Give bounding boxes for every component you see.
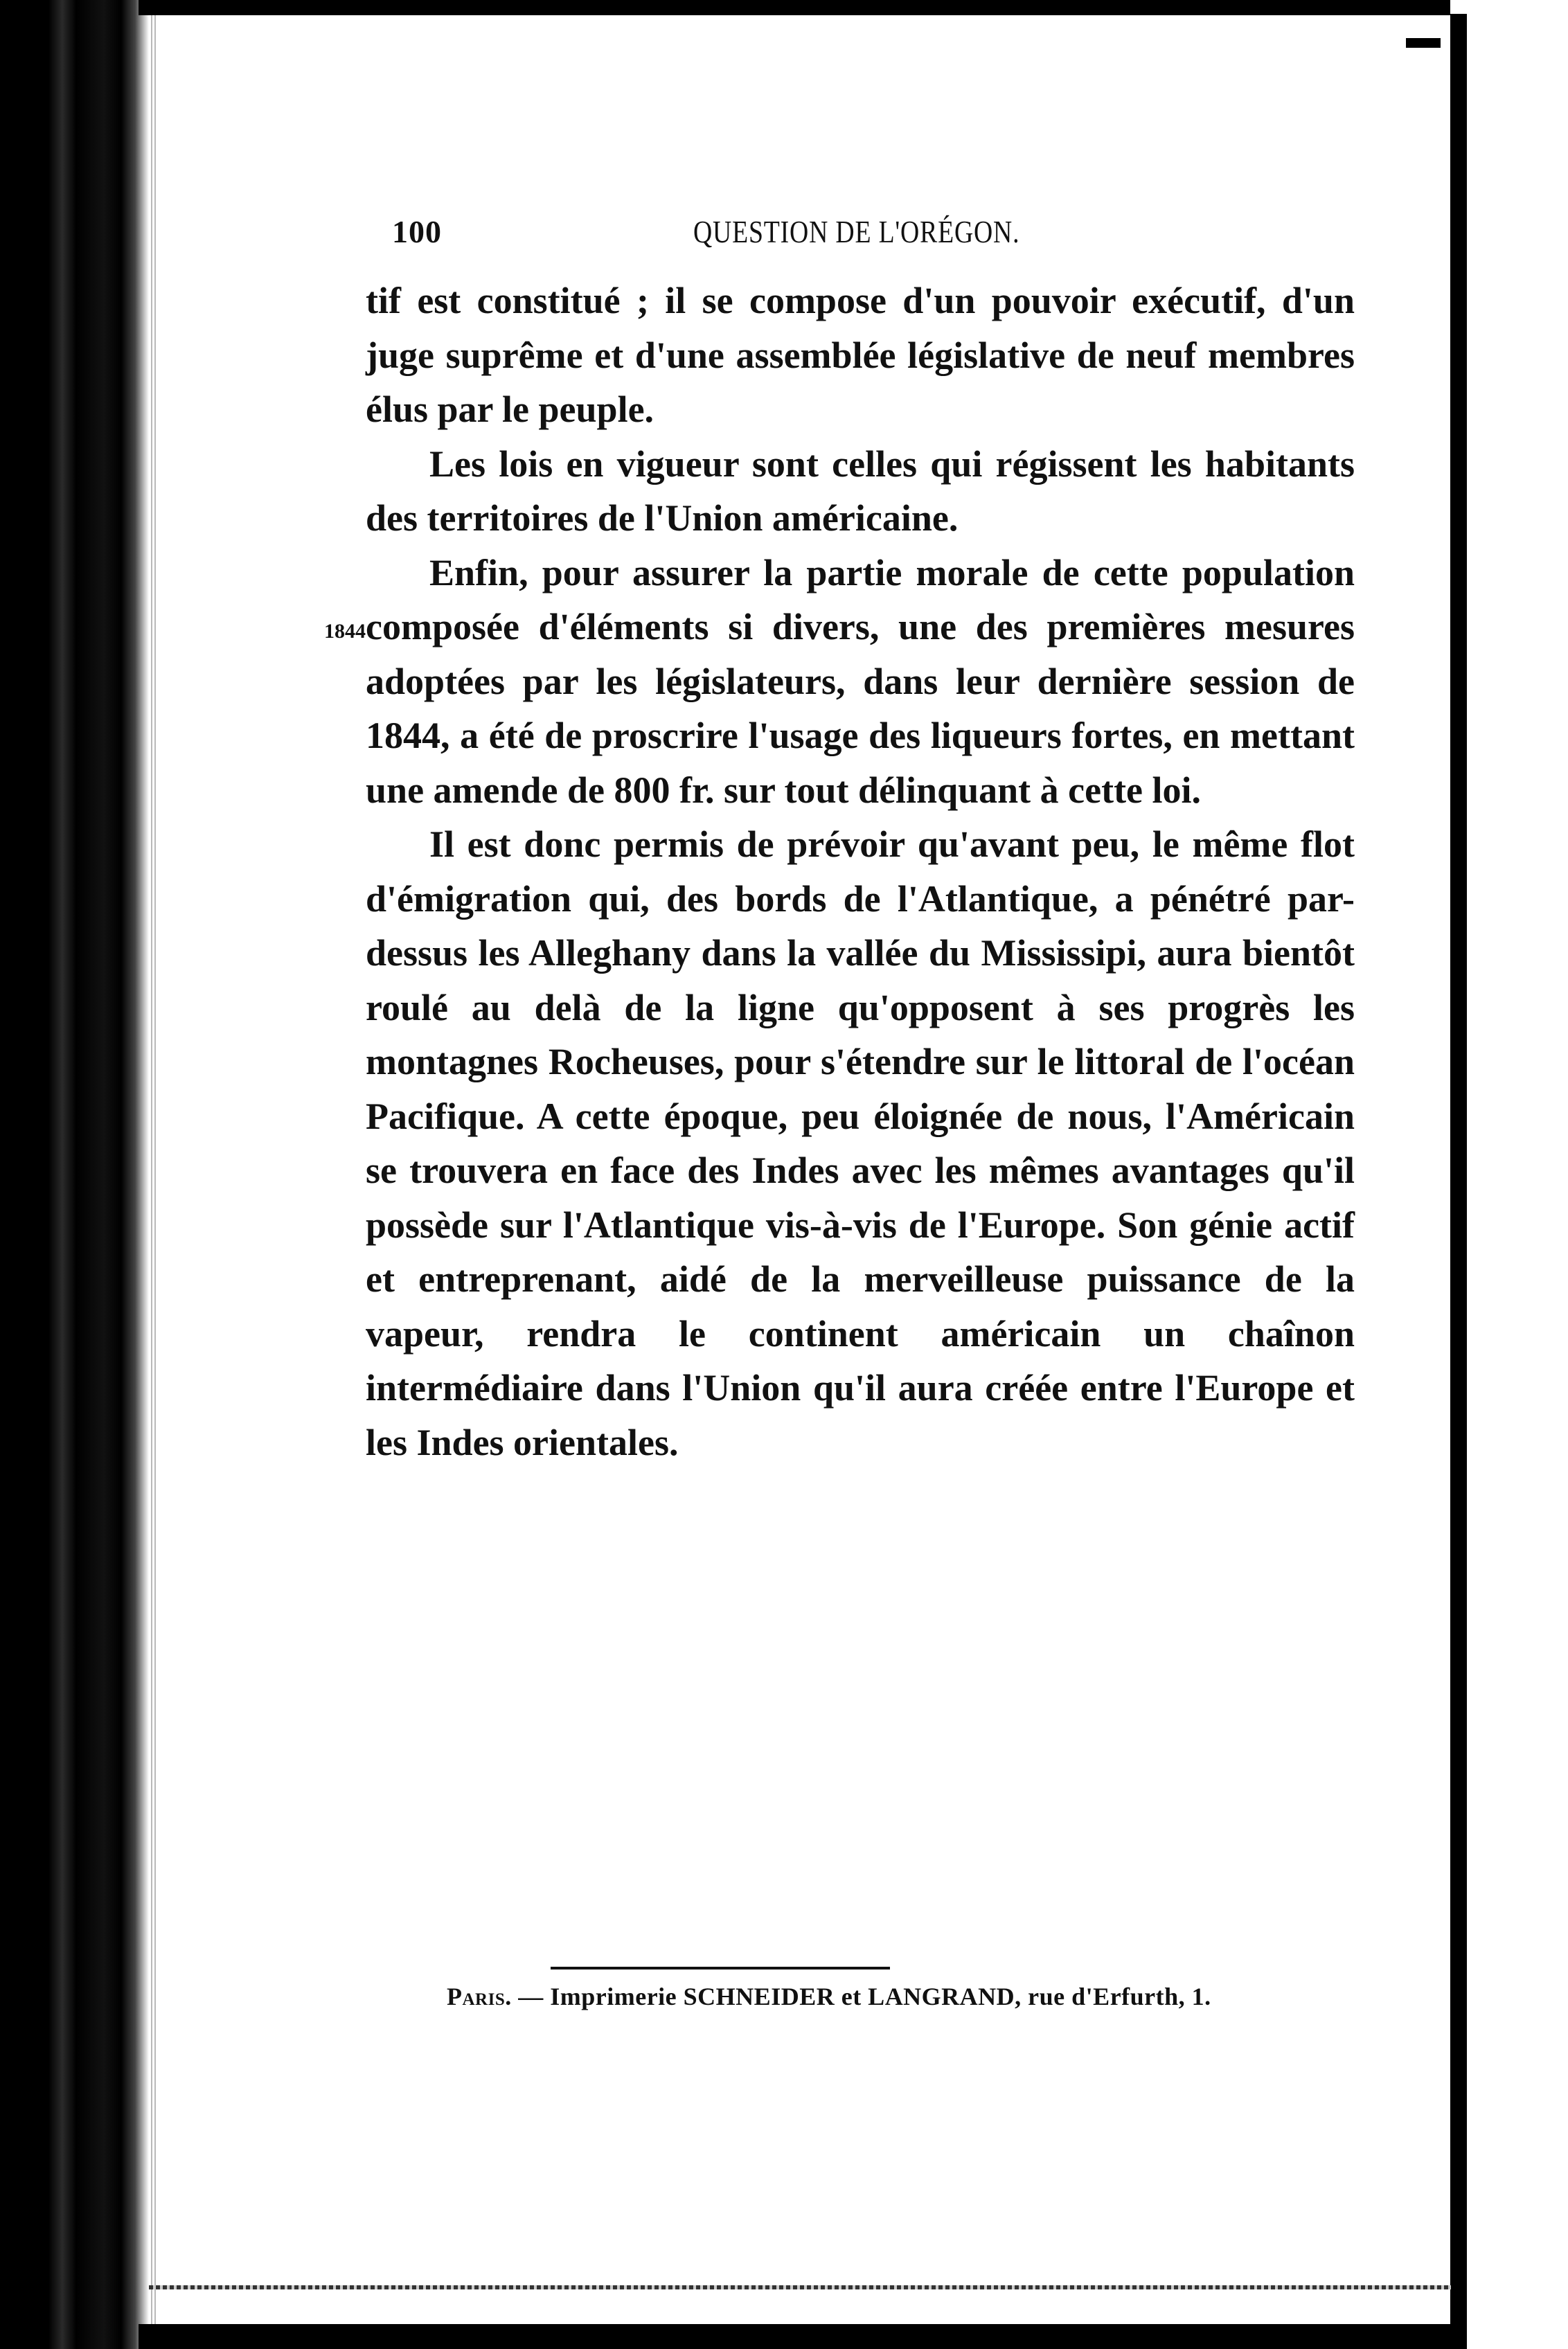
running-head <box>392 213 1362 262</box>
scan-border-right <box>1450 14 1467 2349</box>
paragraph: Il est donc permis de prévoir qu'avant peu, le même flot d'émigration qui, des bords de l'Atlantique, a pénétré par-dessus les Alleghany dans la vallée du Mississipi, aura bientôt roulé au delà de la ligne qu'opposent à ses progrès les montagnes Rocheuses, pour s'étendre sur le littoral de l'océan Pacifique. A cette époque, peu éloignée de nous, l'Américain se trouvera en face des Indes avec les mêmes avantages qu'il possède sur l'Atlantique vis-à-vis de l'Europe. Son génie actif et entreprenant, aidé de la merveilleuse puissance de la vapeur, rendra le continent américain un chaînon intermédiaire dans l'Union qu'il aura créée entre l'Europe et les Indes orientales. <box>366 823 1355 1463</box>
scan-binding-edge-left <box>0 0 149 2349</box>
running-title: QUESTION DE L'ORÉGON. <box>693 214 1020 249</box>
margin-note-year: 1844 <box>324 620 366 643</box>
page-number: 100 <box>392 214 442 249</box>
scan-margin-right <box>1450 0 1568 2349</box>
scan-page-edges <box>151 0 158 2349</box>
scan-page-edge-bottom <box>149 2285 1451 2289</box>
paragraph: tif est constitué ; il se compose d'un pouvoir exécutif, d'un juge suprême et d'une assemblée législative de neuf membres élus par le peuple. <box>366 280 1355 430</box>
paragraph: Les lois en vigueur sont celles qui régissent les habitants des territoires de l'Union américaine. <box>366 443 1355 539</box>
scan-mark <box>1406 38 1441 48</box>
imprint-city: Paris. <box>447 1983 512 2010</box>
scan-border-top <box>139 0 1454 15</box>
body-text <box>366 274 1355 1470</box>
imprint-rule <box>551 1967 890 1970</box>
scan-border-bottom <box>139 2324 1454 2349</box>
printer-imprint <box>447 1982 1430 2011</box>
paragraph: Enfin, pour assurer la partie morale de cette population composée d'éléments si divers, une des premières mesures adoptées par les législateurs, dans leur dernière session de 1844, a été de proscrire l'usage des liqueurs fortes, en mettant une amende de 800 fr. sur tout délinquant à cette loi. <box>366 551 1355 811</box>
imprint-text: — Imprimerie SCHNEIDER et LANGRAND, rue d'Erfurth, 1. <box>518 1983 1211 2010</box>
